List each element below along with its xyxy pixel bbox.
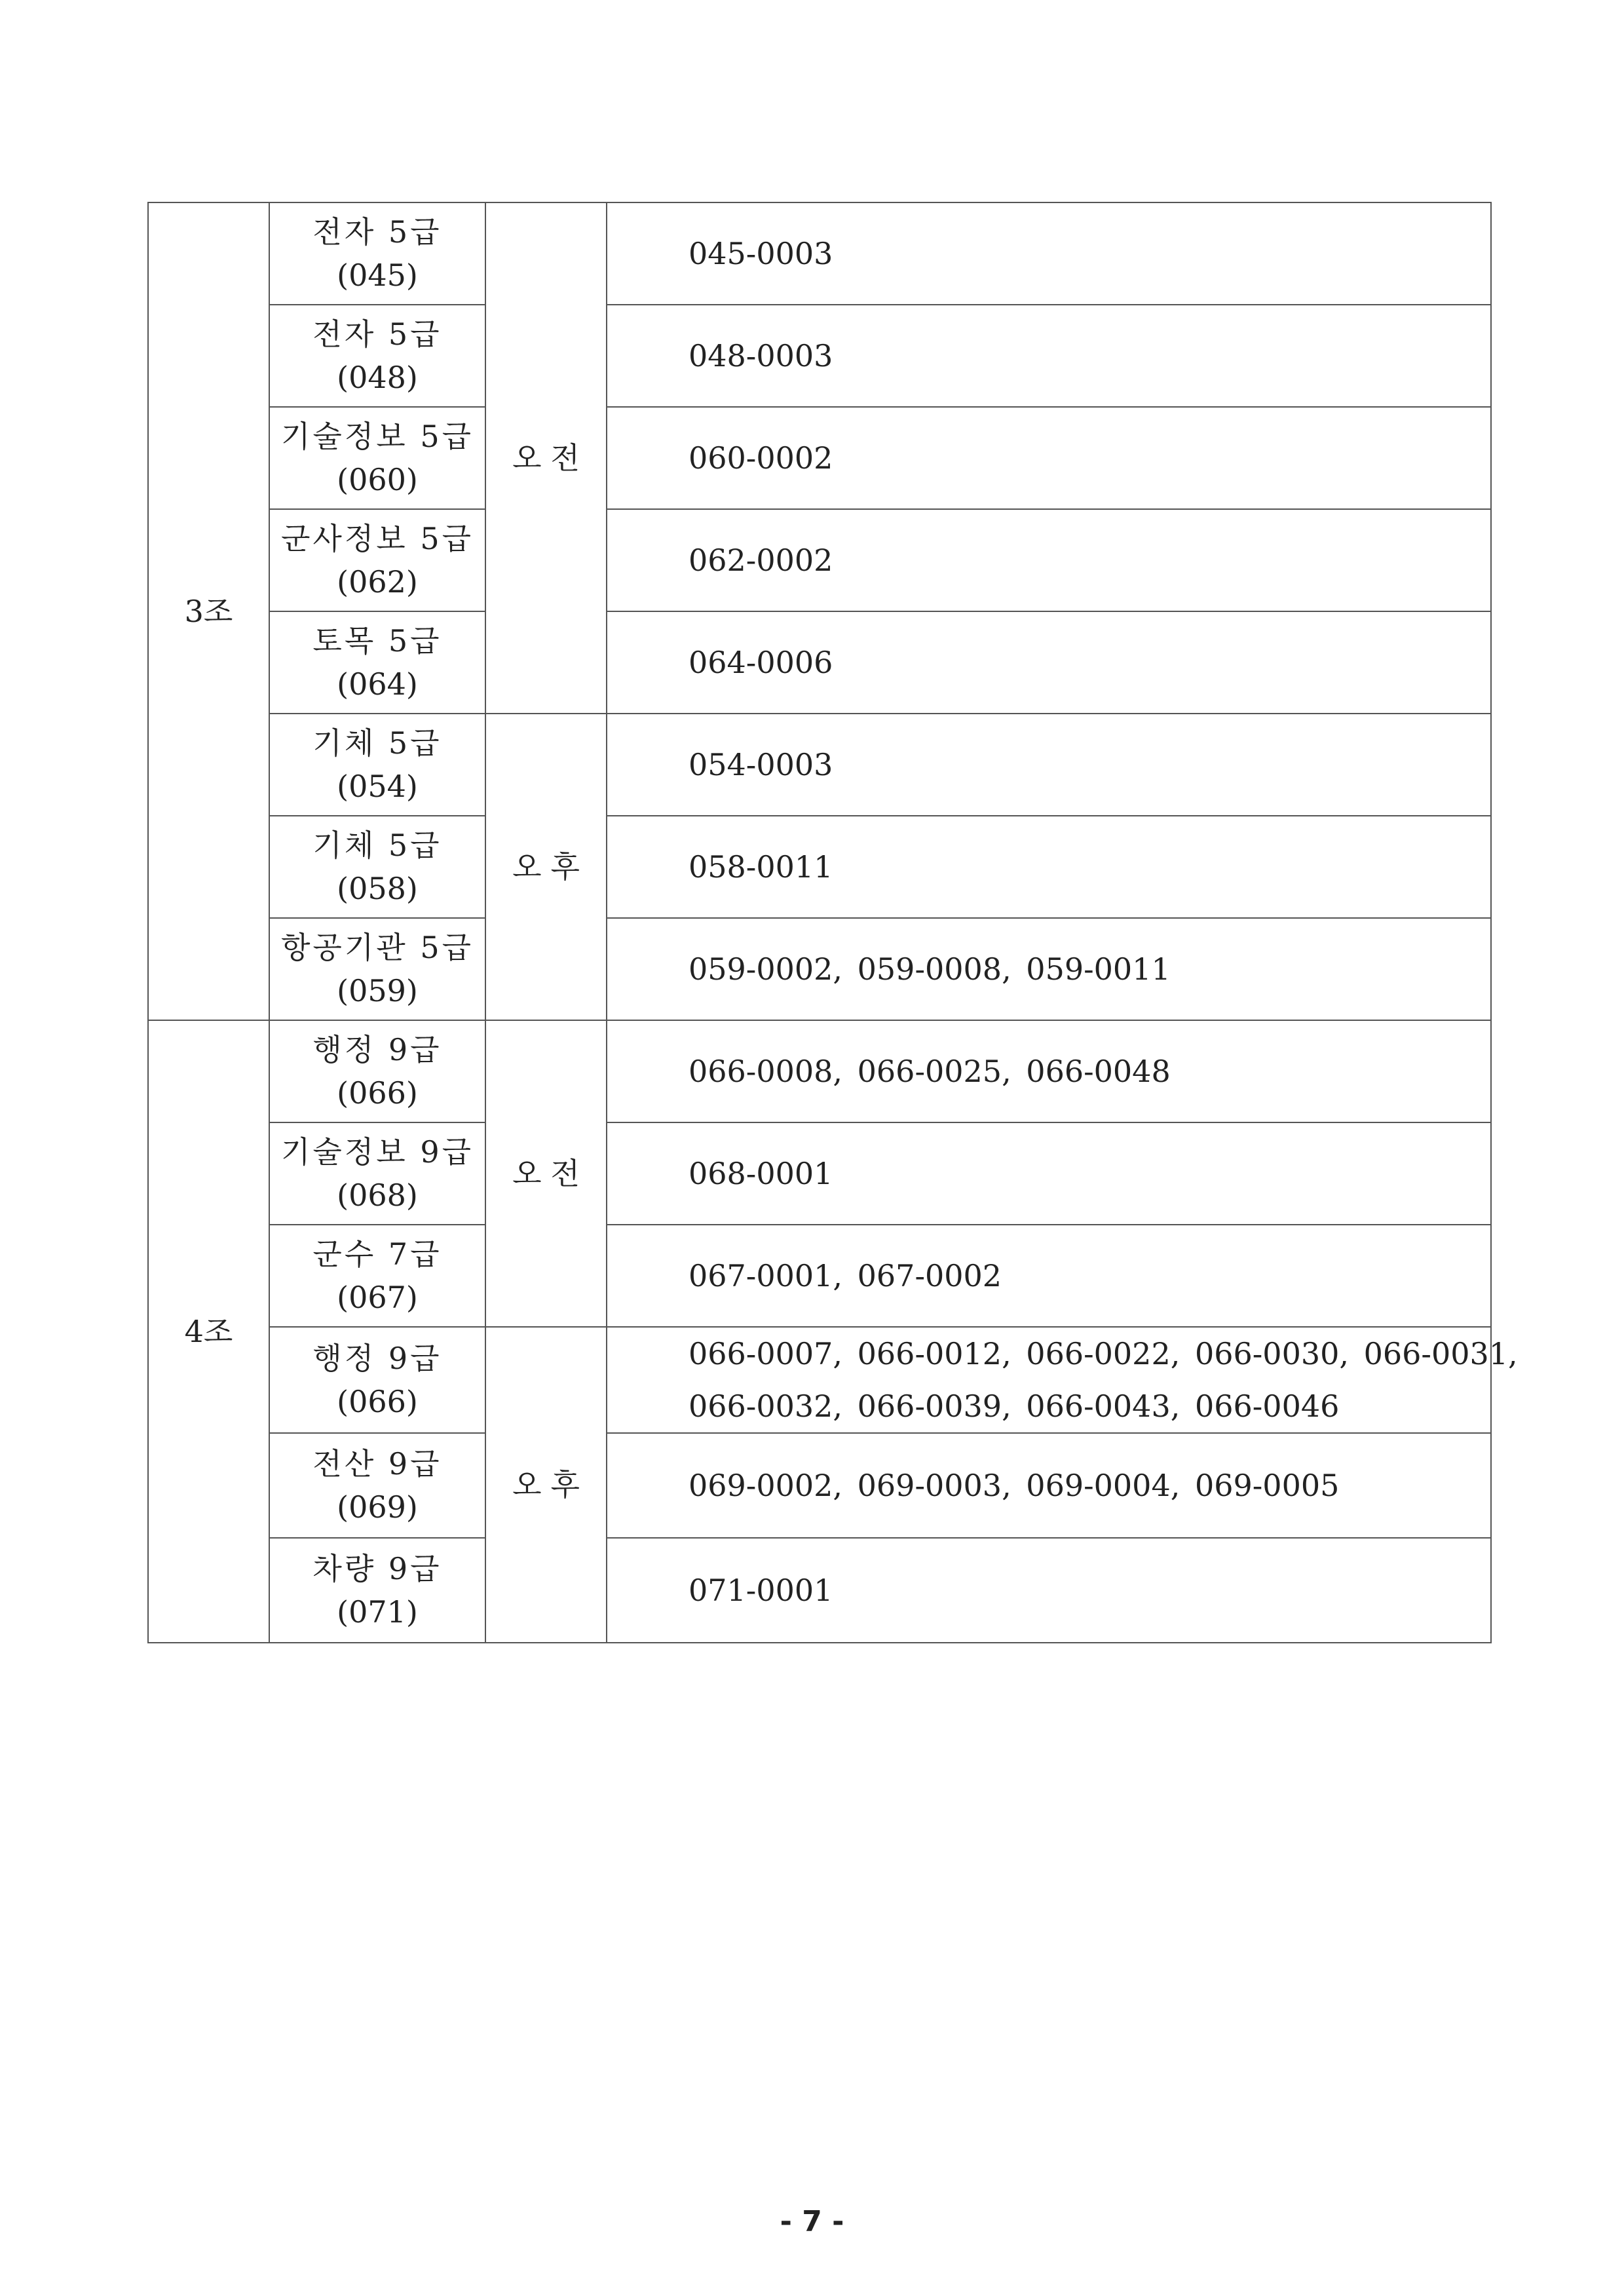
exam-code: (058): [337, 871, 418, 906]
table-row: [148, 1327, 1491, 1433]
exam-code: (064): [337, 666, 418, 702]
candidate-numbers-line: 068-0001: [689, 1156, 833, 1191]
exam-name: 전산 9급: [312, 1446, 442, 1482]
session-label: 오전: [485, 202, 607, 714]
exam-name: 행정 9급: [312, 1032, 442, 1067]
table-row: [148, 202, 1491, 305]
candidate-numbers-line: 048-0003: [689, 338, 833, 373]
exam-name: 기체 5급: [312, 725, 442, 761]
exam-name: 기술정보 9급: [280, 1134, 474, 1170]
page-number: - 7 -: [780, 2205, 844, 2238]
candidate-numbers: [607, 1225, 1491, 1327]
table-row: [148, 1225, 1491, 1327]
table-row: [148, 1122, 1491, 1225]
exam-cell: [269, 918, 485, 1020]
exam-code: (071): [337, 1594, 418, 1630]
exam-name: 전자 5급: [312, 316, 442, 352]
candidate-numbers-line: 060-0002: [689, 440, 833, 476]
group-label: 4조: [148, 1020, 269, 1643]
candidate-numbers-line: 067-0001, 067-0002: [689, 1258, 1002, 1293]
exam-code: (068): [337, 1177, 418, 1213]
candidate-numbers-line: 066-0007, 066-0012, 066-0022, 066-0030, 066-0031,: [689, 1336, 1518, 1371]
candidate-numbers-line: 058-0011: [689, 849, 833, 885]
exam-code: (066): [337, 1384, 418, 1419]
exam-cell: [269, 305, 485, 407]
exam-cell: [269, 1122, 485, 1225]
table-row: [148, 509, 1491, 611]
table-row: [148, 1020, 1491, 1122]
exam-code: (054): [337, 769, 418, 804]
candidate-numbers: [607, 509, 1491, 611]
session-label: 오후: [485, 1327, 607, 1643]
candidate-numbers-line: 066-0008, 066-0025, 066-0048: [689, 1054, 1171, 1089]
exam-name: 차량 9급: [312, 1551, 442, 1586]
exam-cell: [269, 611, 485, 714]
exam-name: 기술정보 5급: [280, 419, 474, 454]
exam-code: (048): [337, 360, 418, 395]
exam-code: (069): [337, 1489, 418, 1525]
candidate-numbers-line: 069-0002, 069-0003, 069-0004, 069-0005: [689, 1468, 1340, 1503]
candidate-numbers: [607, 202, 1491, 305]
candidate-numbers: [607, 407, 1491, 509]
exam-code: (062): [337, 564, 418, 600]
exam-name: 군사정보 5급: [280, 521, 474, 556]
candidate-numbers: [607, 816, 1491, 918]
exam-code: (067): [337, 1280, 418, 1315]
table-row: [148, 816, 1491, 918]
exam-name: 행정 9급: [312, 1341, 442, 1376]
session-label: 오전: [485, 1020, 607, 1327]
exam-cell: [269, 714, 485, 816]
candidate-numbers: [607, 1327, 1518, 1433]
candidate-numbers: [607, 305, 1491, 407]
table-row: [148, 305, 1491, 407]
exam-cell: [269, 1433, 485, 1538]
candidate-numbers-line: 059-0002, 059-0008, 059-0011: [689, 951, 1171, 987]
exam-cell: [269, 1538, 485, 1643]
exam-code: (060): [337, 462, 418, 497]
exam-cell: [269, 202, 485, 305]
table-row: [148, 611, 1491, 714]
exam-code: (059): [337, 973, 418, 1008]
exam-name: 항공기관 5급: [280, 930, 474, 965]
table-row: [148, 918, 1491, 1020]
table-row: [148, 407, 1491, 509]
candidate-numbers-line: 062-0002: [689, 543, 833, 578]
group-label: 3조: [148, 202, 269, 1020]
exam-cell: [269, 1020, 485, 1122]
candidate-numbers: [607, 918, 1491, 1020]
session-label: 오후: [485, 714, 607, 1020]
candidate-numbers: [607, 1538, 1491, 1643]
exam-cell: [269, 816, 485, 918]
candidate-numbers: [607, 611, 1491, 714]
exam-name: 군수 7급: [312, 1236, 442, 1272]
exam-name: 전자 5급: [312, 214, 442, 250]
exam-schedule-table: [147, 202, 1518, 1643]
candidate-numbers: [607, 1433, 1491, 1538]
candidate-numbers-line: 064-0006: [689, 645, 833, 680]
candidate-numbers: [607, 1122, 1491, 1225]
candidate-numbers: [607, 1020, 1491, 1122]
table-row: [148, 714, 1491, 816]
candidate-numbers-line: 045-0003: [689, 236, 833, 271]
candidate-numbers-line: 071-0001: [689, 1573, 833, 1608]
candidate-numbers-line: 066-0032, 066-0039, 066-0043, 066-0046: [689, 1388, 1340, 1424]
table-row: [148, 1433, 1491, 1538]
exam-cell: [269, 1327, 485, 1433]
exam-name: 기체 5급: [312, 828, 442, 863]
schedule-table-body: [148, 202, 1518, 1643]
candidate-numbers-line: 054-0003: [689, 747, 833, 782]
exam-cell: [269, 407, 485, 509]
exam-name: 토목 5급: [312, 623, 442, 659]
exam-code: (045): [337, 258, 418, 293]
exam-cell: [269, 1225, 485, 1327]
candidate-numbers: [607, 714, 1491, 816]
table-row: [148, 1538, 1491, 1643]
exam-code: (066): [337, 1075, 418, 1111]
exam-cell: [269, 509, 485, 611]
